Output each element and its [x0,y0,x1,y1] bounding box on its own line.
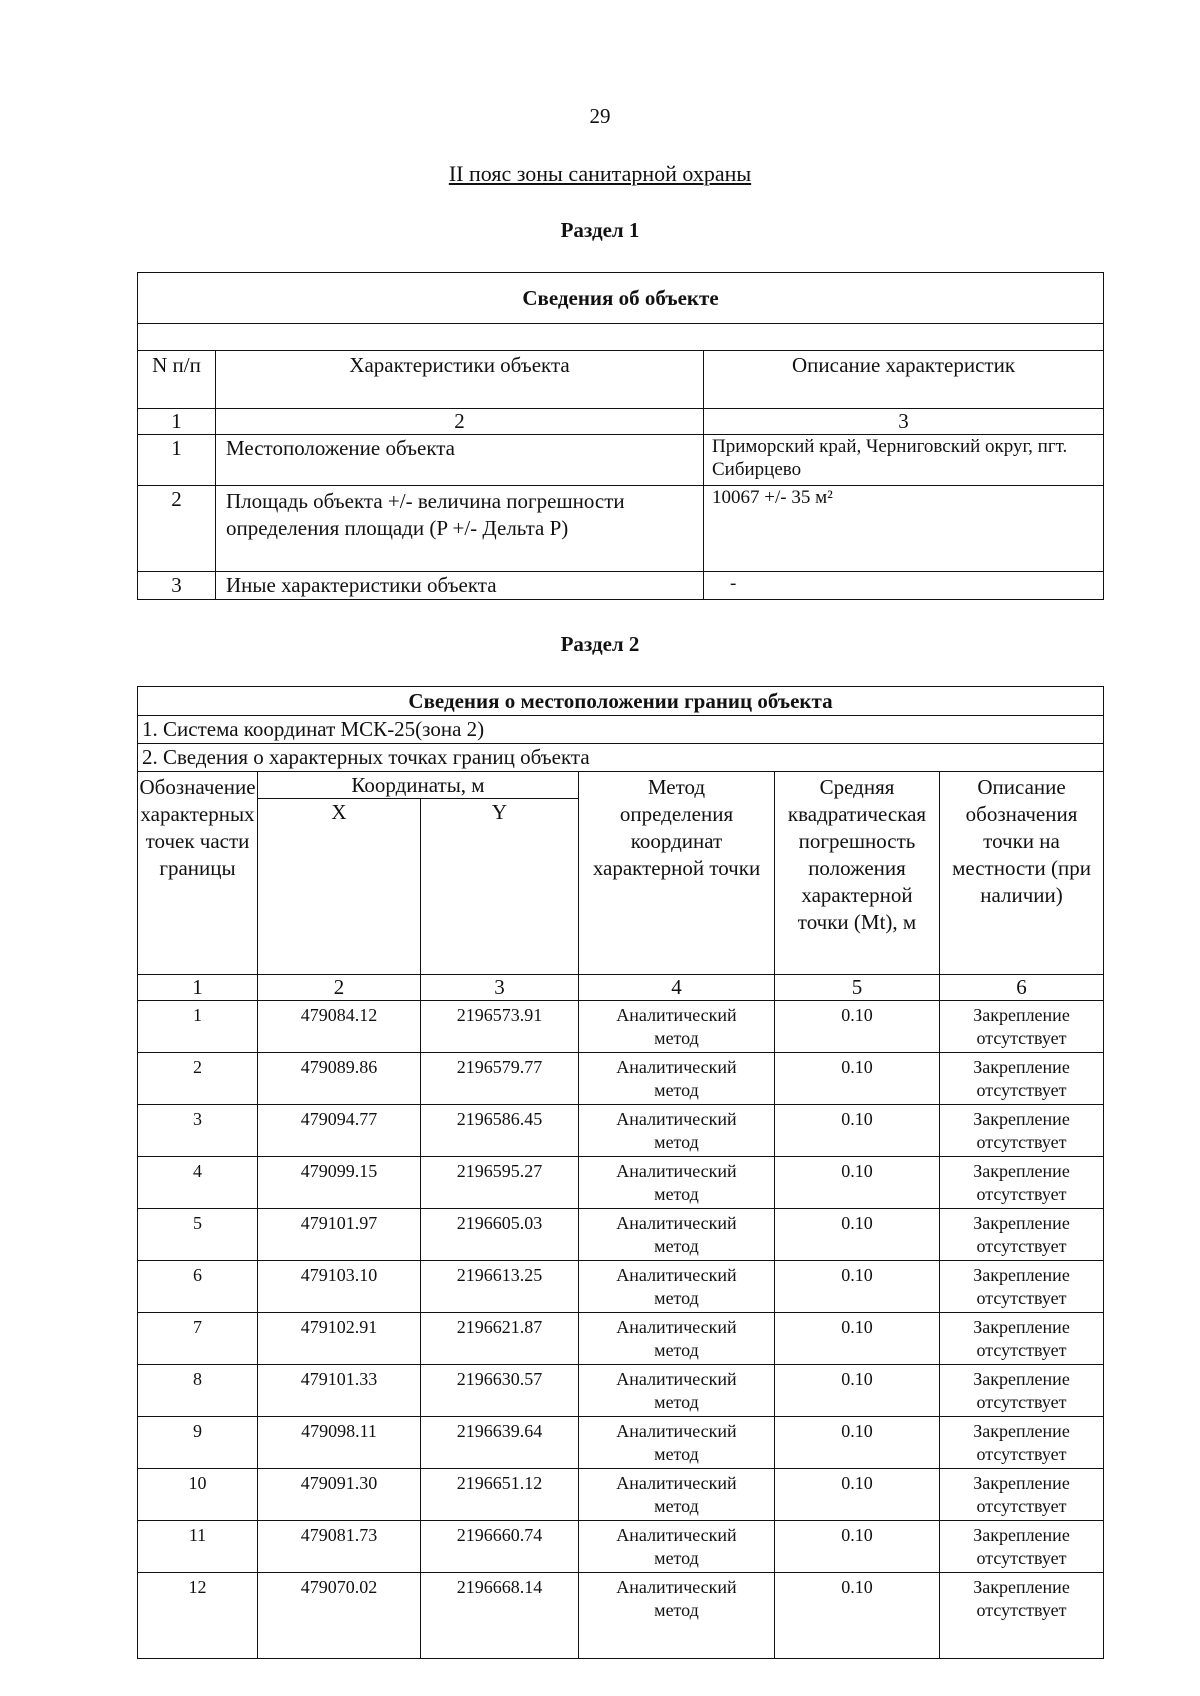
point-number: 9 [138,1417,258,1469]
coordinate-x: 479101.33 [258,1365,421,1417]
column-number: 2 [216,409,704,435]
method: Аналитический метод [579,1469,775,1521]
table-title: Сведения об объекте [138,273,1104,324]
row-value: Приморский край, Черниговский округ, пгт. Сибирцево [704,435,1104,486]
coordinate-x: 479084.12 [258,1001,421,1053]
column-number: 4 [579,975,775,1001]
column-number: 2 [258,975,421,1001]
mean-error: 0.10 [775,1053,940,1105]
coordinate-y: 2196605.03 [421,1209,579,1261]
coordinate-y: 2196651.12 [421,1469,579,1521]
table-row [138,1365,1104,1417]
mean-error: 0.10 [775,1521,940,1573]
coordinate-x: 479101.97 [258,1209,421,1261]
point-number: 7 [138,1313,258,1365]
column-header-num: N п/п [138,351,216,409]
header-error: Средняя квадратическая погрешность положения характерной точки (Mt), м [775,772,940,975]
point-number: 4 [138,1157,258,1209]
table-row [138,1313,1104,1365]
row-characteristic: Площадь объекта +/- величина погрешности определения площади (P +/- Дельта P) [216,486,704,572]
coordinate-y: 2196595.27 [421,1157,579,1209]
mean-error: 0.10 [775,1365,940,1417]
coordinate-system: 1. Система координат МСК-25(зона 2) [138,716,1104,744]
point-description: Закрепление отсутствует [940,1573,1104,1659]
point-number: 1 [138,1001,258,1053]
header-description: Описание обозначения точки на местности (при наличии) [940,772,1104,975]
point-description: Закрепление отсутствует [940,1365,1104,1417]
object-info-table [137,272,1104,600]
coordinate-y: 2196573.91 [421,1001,579,1053]
table-row [138,1105,1104,1157]
coordinate-y: 2196660.74 [421,1521,579,1573]
point-number: 5 [138,1209,258,1261]
points-title: 2. Сведения о характерных точках границ объекта [138,744,1104,772]
point-description: Закрепление отсутствует [940,1053,1104,1105]
section2-heading: Раздел 2 [560,632,640,656]
mean-error: 0.10 [775,1209,940,1261]
column-number: 3 [421,975,579,1001]
method: Аналитический метод [579,1261,775,1313]
point-description: Закрепление отсутствует [940,1521,1104,1573]
coordinate-y: 2196630.57 [421,1365,579,1417]
row-number: 2 [138,486,216,572]
coordinate-x: 479094.77 [258,1105,421,1157]
zone-title: II пояс зоны санитарной охраны [448,161,752,186]
coordinate-x: 479098.11 [258,1417,421,1469]
table-row [138,1001,1104,1053]
coordinate-x: 479089.86 [258,1053,421,1105]
method: Аналитический метод [579,1157,775,1209]
header-y: Y [421,799,579,975]
method: Аналитический метод [579,1313,775,1365]
point-description: Закрепление отсутствует [940,1313,1104,1365]
header-coordinates: Координаты, м [258,772,579,799]
coordinate-y: 2196621.87 [421,1313,579,1365]
point-description: Закрепление отсутствует [940,1209,1104,1261]
table-row [138,1469,1104,1521]
mean-error: 0.10 [775,1417,940,1469]
table-row [138,1157,1104,1209]
table-row [138,572,1104,600]
row-characteristic: Местоположение объекта [216,435,704,486]
column-number: 5 [775,975,940,1001]
table-row [138,1573,1104,1659]
blank-row [138,324,1104,351]
coordinate-y: 2196639.64 [421,1417,579,1469]
row-value: - [704,572,1104,600]
header-x: X [258,799,421,975]
mean-error: 0.10 [775,1157,940,1209]
point-description: Закрепление отсутствует [940,1469,1104,1521]
boundary-points-table [137,686,1104,1659]
method: Аналитический метод [579,1521,775,1573]
column-number: 3 [704,409,1104,435]
coordinate-y: 2196579.77 [421,1053,579,1105]
table-row [138,1053,1104,1105]
column-number: 6 [940,975,1104,1001]
method: Аналитический метод [579,1105,775,1157]
point-number: 6 [138,1261,258,1313]
table-row [138,486,1104,572]
coordinate-x: 479102.91 [258,1313,421,1365]
row-characteristic: Иные характеристики объекта [216,572,704,600]
point-number: 11 [138,1521,258,1573]
mean-error: 0.10 [775,1469,940,1521]
method: Аналитический метод [579,1209,775,1261]
point-number: 12 [138,1573,258,1659]
method: Аналитический метод [579,1053,775,1105]
mean-error: 0.10 [775,1105,940,1157]
coordinate-x: 479081.73 [258,1521,421,1573]
method: Аналитический метод [579,1001,775,1053]
coordinate-x: 479103.10 [258,1261,421,1313]
coordinate-y: 2196613.25 [421,1261,579,1313]
column-header-description: Описание характеристик [704,351,1104,409]
method: Аналитический метод [579,1573,775,1659]
point-description: Закрепление отсутствует [940,1157,1104,1209]
coordinate-y: 2196668.14 [421,1573,579,1659]
point-number: 2 [138,1053,258,1105]
mean-error: 0.10 [775,1313,940,1365]
table-row [138,1417,1104,1469]
column-number: 1 [138,409,216,435]
point-description: Закрепление отсутствует [940,1105,1104,1157]
mean-error: 0.10 [775,1001,940,1053]
point-number: 10 [138,1469,258,1521]
header-point: Обозначение характерных точек части границы [138,772,258,975]
point-description: Закрепление отсутствует [940,1417,1104,1469]
point-number: 3 [138,1105,258,1157]
row-number: 1 [138,435,216,486]
mean-error: 0.10 [775,1573,940,1659]
coordinate-y: 2196586.45 [421,1105,579,1157]
table-title: Сведения о местоположении границ объекта [138,687,1104,716]
method: Аналитический метод [579,1365,775,1417]
coordinate-x: 479099.15 [258,1157,421,1209]
row-number: 3 [138,572,216,600]
header-method: Метод определения координат характерной точки [579,772,775,975]
table-row [138,1521,1104,1573]
column-header-characteristic: Характеристики объекта [216,351,704,409]
page-number: 29 [589,104,611,128]
row-value: 10067 +/- 35 м² [704,486,1104,572]
coordinate-x: 479070.02 [258,1573,421,1659]
method: Аналитический метод [579,1417,775,1469]
section1-heading: Раздел 1 [560,218,640,242]
mean-error: 0.10 [775,1261,940,1313]
column-number: 1 [138,975,258,1001]
coordinate-x: 479091.30 [258,1469,421,1521]
table-row [138,435,1104,486]
table-row [138,1261,1104,1313]
table-row [138,1209,1104,1261]
point-description: Закрепление отсутствует [940,1001,1104,1053]
point-description: Закрепление отсутствует [940,1261,1104,1313]
point-number: 8 [138,1365,258,1417]
